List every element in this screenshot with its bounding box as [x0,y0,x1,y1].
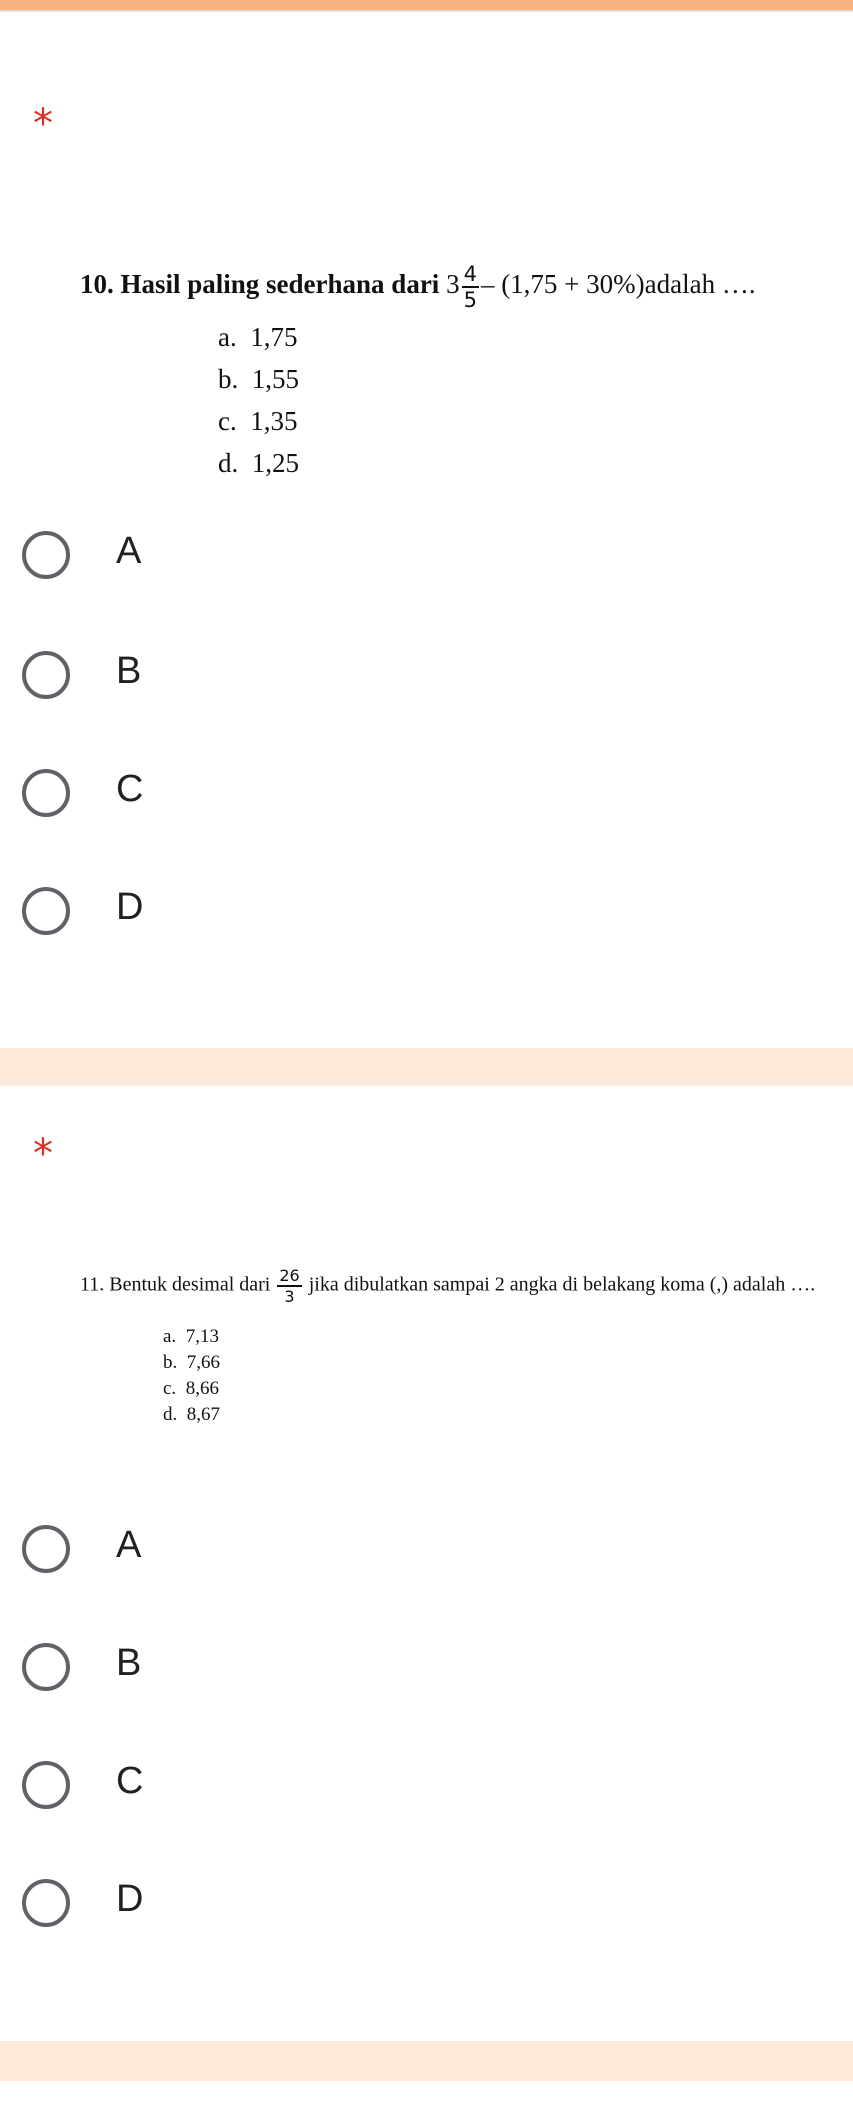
option-letter: c. [218,406,237,436]
choice-row-d[interactable] [0,1864,853,1944]
option-letter: d. [218,448,239,478]
fraction-numerator: 26 [279,1266,300,1285]
option-value: 1,55 [251,364,299,394]
option-letter: b. [218,364,239,394]
option-line-c [218,406,297,437]
option-line-b [163,1352,220,1374]
option-line-d [218,448,299,479]
choice-label: C [116,768,144,810]
required-asterisk: * [33,101,53,147]
choice-label: B [116,650,142,692]
mixed-number-whole: 3 [446,269,460,300]
radio-button[interactable] [22,1525,70,1573]
radio-button[interactable] [22,887,70,935]
question-text-before: Bentuk desimal dari [109,1273,271,1296]
choice-label: A [116,1524,142,1566]
question-title-11 [80,1266,815,1306]
option-value: 8,66 [185,1378,219,1399]
radio-button[interactable] [22,651,70,699]
choice-row-d[interactable] [0,872,853,952]
question-text-after: – (1,75 + 30%)adalah …. [480,269,756,300]
choice-row-c[interactable] [0,1746,853,1826]
choice-row-b[interactable] [0,1628,853,1708]
fraction [462,262,479,312]
question-title-10 [80,262,756,312]
option-value: 1,25 [251,448,299,478]
choice-label: D [116,1878,144,1920]
option-line-b [218,364,299,395]
question-number: 10. [80,269,114,300]
fraction [277,1266,301,1306]
radio-button[interactable] [22,1761,70,1809]
option-value: 7,13 [185,1326,219,1347]
option-letter: a. [163,1326,177,1347]
option-letter: b. [163,1352,178,1373]
choice-label: C [116,1760,144,1802]
option-value: 8,67 [186,1404,220,1425]
option-line-c [163,1378,219,1400]
option-letter: a. [218,322,237,352]
accent-bar [0,0,853,10]
fraction-denominator: 3 [284,1287,295,1306]
next-question-card [0,2081,853,2123]
choice-row-c[interactable] [0,754,853,834]
question-text-after: jika dibulatkan sampai 2 angka di belakang koma (,) adalah …. [308,1273,816,1296]
option-value: 1,35 [250,406,298,436]
option-line-a [218,322,297,353]
fraction-numerator: 4 [463,262,477,286]
radio-button[interactable] [22,531,70,579]
fraction-denominator: 5 [463,288,477,312]
choice-row-b[interactable] [0,636,853,716]
choice-label: B [116,1642,142,1684]
option-line-d [163,1404,220,1426]
choice-row-a[interactable] [0,516,853,596]
question-image-10 [0,12,853,482]
required-asterisk: * [33,1131,53,1177]
option-letter: d. [163,1404,178,1425]
radio-button[interactable] [22,1643,70,1691]
choice-label: A [116,530,142,572]
option-line-a [163,1326,219,1348]
option-value: 7,66 [186,1352,220,1373]
question-text-before: Hasil paling sederhana dari [120,269,440,300]
question-number: 11. [80,1273,105,1296]
question-card-11 [0,1086,853,2041]
option-value: 1,75 [250,322,298,352]
radio-button[interactable] [22,1879,70,1927]
choice-row-a[interactable] [0,1510,853,1590]
option-letter: c. [163,1378,177,1399]
radio-button[interactable] [22,769,70,817]
question-image-11 [0,1086,853,1486]
question-card-10 [0,10,853,1048]
choice-label: D [116,886,144,928]
